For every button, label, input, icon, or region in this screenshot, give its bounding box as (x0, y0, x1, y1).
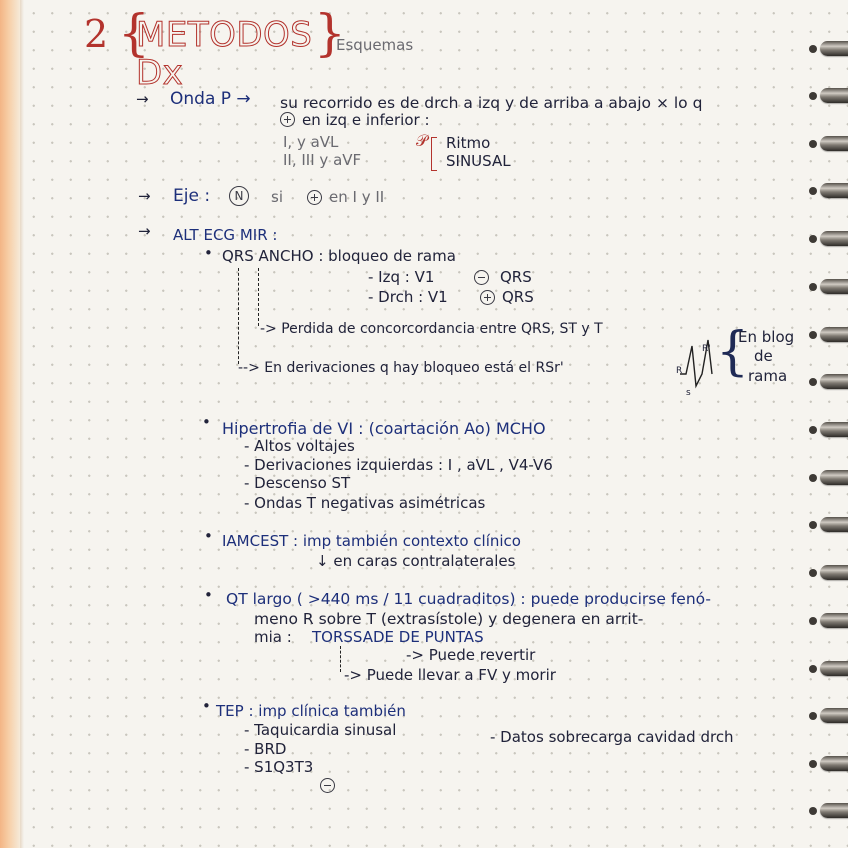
ecg-label-rprime: R' (702, 344, 711, 354)
p-wave-symbol: 𝒫 (416, 131, 428, 150)
list-item: - Derivaciones izquierdas : I , aVL , V4-V6 (244, 456, 553, 474)
bullet-dot-icon: • (202, 413, 211, 431)
eje-label: Eje : (173, 186, 211, 206)
qrs-ancho-text: QRS ANCHO : bloqueo de rama (222, 247, 456, 265)
n-circle-icon: N (229, 186, 249, 206)
onda-p-text-2: en izq e inferior : (302, 111, 430, 129)
plus-circle-icon (307, 190, 322, 205)
list-item: - BRD (244, 740, 287, 758)
bullet-arrow-icon: → (138, 187, 151, 205)
bullet-dot-icon: • (204, 527, 213, 545)
drch-text: - Drch : V1 (368, 288, 448, 306)
onda-p-text-1: su recorrido es de drch a izq y de arriba a abajo × lo q (280, 94, 703, 112)
drch-qrs: QRS (502, 288, 534, 306)
izq-qrs: QRS (500, 268, 532, 286)
iamcest-line-2: ↓ en caras contralaterales (316, 552, 516, 570)
en-blog-3: rama (748, 367, 788, 385)
list-item: - Ondas T negativas asimétricas (244, 494, 486, 512)
minus-circle-icon (474, 270, 489, 285)
tep-right-item: - Datos sobrecarga cavidad drch (490, 728, 734, 746)
qt-line-1: QT largo ( >440 ms / 11 cuadraditos) : puede producirse fenó- (226, 590, 712, 608)
en-blog-1: En blog (738, 328, 795, 346)
onda-p-leads-1: I, y aVL (283, 133, 339, 151)
dashed-connector (340, 646, 341, 672)
bullet-arrow-icon: → (136, 90, 149, 108)
list-item: - Altos voltajes (244, 437, 355, 455)
en-blog-2: de (754, 347, 773, 365)
page-subtitle: Esquemas (336, 36, 414, 54)
minus-circle-icon (320, 778, 335, 793)
qt-torsade: TORSSADE DE PUNTAS (312, 628, 484, 646)
hipertrofia-title: Hipertrofia de VI : (coartación Ao) MCHO (222, 419, 546, 438)
derivaciones-text: --> En derivaciones q hay bloqueo está el RSr' (238, 360, 564, 376)
page-title: METODOS Dx (136, 15, 313, 93)
rhythm-label-2: SINUSAL (446, 152, 511, 170)
qt-line-3a: mia : (254, 628, 292, 646)
qt-line-2: meno R sobre T (extrasístole) y degenera en arrit- (254, 610, 644, 628)
ecg-label-s: s (686, 388, 691, 398)
bullet-dot-icon: • (204, 244, 213, 262)
eje-si: si (271, 188, 283, 206)
bullet-dot-icon: • (202, 697, 211, 715)
curly-bracket: { (716, 322, 750, 382)
rhythm-label-1: Ritmo (446, 134, 491, 152)
page-title-box: { METODOS Dx } (118, 4, 346, 93)
bullet-arrow-icon: → (138, 222, 151, 240)
eje-text: en I y II (329, 188, 385, 206)
list-item: - Descenso ST (244, 474, 351, 492)
chapter-number: 2 (84, 12, 109, 56)
dashed-connector (258, 268, 259, 326)
iamcest-line-1: IAMCEST : imp también contexto clínico (222, 532, 521, 550)
plus-circle-icon (280, 112, 295, 127)
page-edge-left (0, 0, 20, 848)
ecg-label-r: R (676, 366, 683, 376)
onda-p-label: Onda P → (170, 89, 251, 109)
qt-line-4: -> Puede revertir (406, 646, 536, 664)
izq-text: - Izq : V1 (368, 268, 435, 286)
plus-circle-icon (480, 290, 495, 305)
onda-p-leads-2: II, III y aVF (283, 151, 362, 169)
alt-ecg-label: ALT ECG MIR : (173, 226, 278, 244)
list-item: - S1Q3T3 (244, 758, 314, 776)
qt-line-5: -> Puede llevar a FV y morir (344, 666, 556, 684)
perdida-text: -> Perdida de concorcordancia entre QRS, ST y T (260, 321, 603, 337)
bullet-dot-icon: • (204, 586, 213, 604)
list-item: - Taquicardia sinusal (244, 721, 397, 739)
red-bracket (431, 137, 437, 171)
tep-title: TEP : imp clínica también (216, 702, 406, 720)
dashed-connector (238, 268, 239, 364)
